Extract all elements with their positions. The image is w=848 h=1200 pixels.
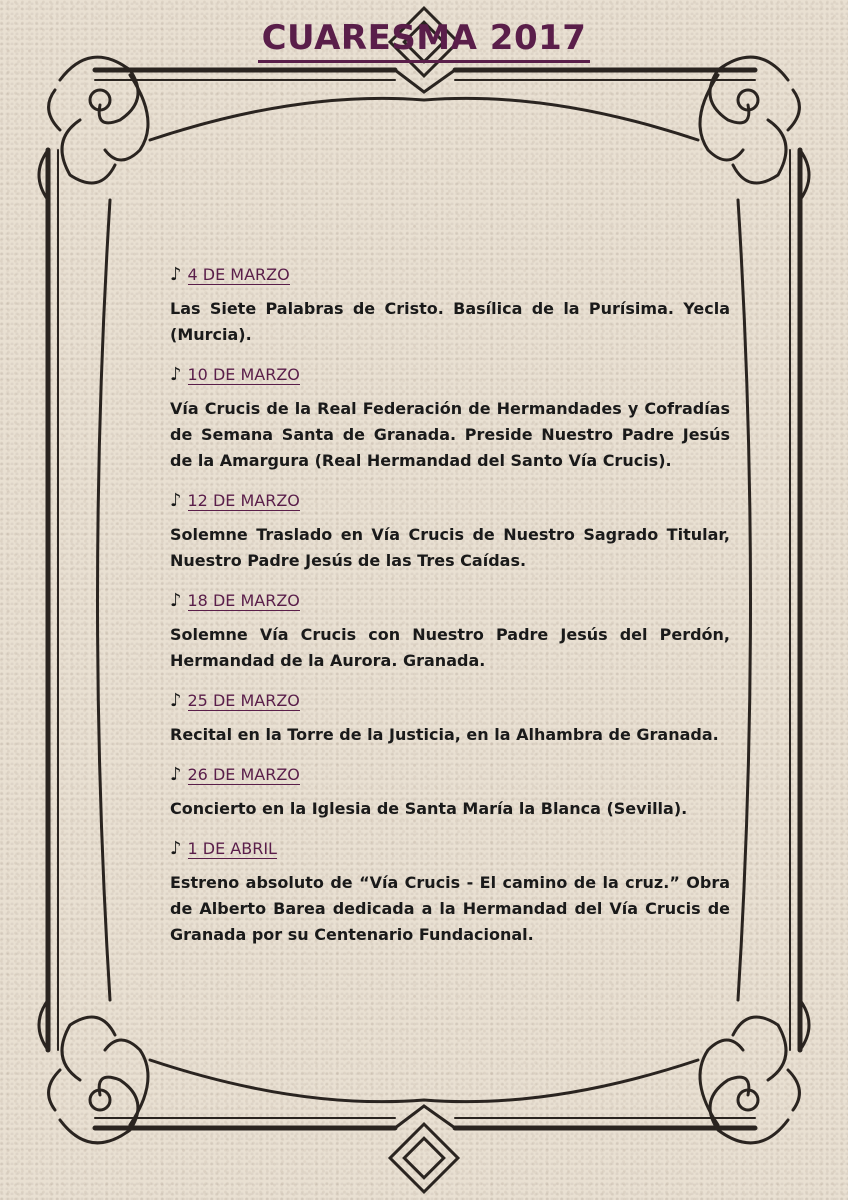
musical-note-icon: ♪ bbox=[170, 364, 182, 385]
list-item bbox=[170, 488, 730, 574]
musical-note-icon: ♪ bbox=[170, 590, 182, 611]
event-description: Vía Crucis de la Real Federación de Hermandades y Cofradías de Semana Santa de Granada. Preside Nuestro Padre Jesús de la Amargura (Real Hermandad del Santo Vía Crucis). bbox=[170, 399, 730, 470]
list-item bbox=[170, 588, 730, 674]
event-description: Solemne Vía Crucis con Nuestro Padre Jesús del Perdón, Hermandad de la Aurora. Granada. bbox=[170, 625, 730, 670]
musical-note-icon: ♪ bbox=[170, 838, 182, 859]
event-description: Solemne Traslado en Vía Crucis de Nuestro Sagrado Titular, Nuestro Padre Jesús de las Tres Caídas. bbox=[170, 525, 730, 570]
event-description: Las Siete Palabras de Cristo. Basílica de la Purísima. Yecla (Murcia). bbox=[170, 299, 730, 344]
musical-note-icon: ♪ bbox=[170, 764, 182, 785]
musical-note-icon: ♪ bbox=[170, 490, 182, 511]
musical-note-icon: ♪ bbox=[170, 690, 182, 711]
list-item bbox=[170, 688, 730, 748]
event-date: 1 DE ABRIL bbox=[187, 839, 277, 858]
event-date: 4 DE MARZO bbox=[187, 265, 290, 284]
event-date: 10 DE MARZO bbox=[187, 365, 300, 384]
event-date: 18 DE MARZO bbox=[187, 591, 300, 610]
event-description: Concierto en la Iglesia de Santa María la Blanca (Sevilla). bbox=[170, 799, 688, 818]
event-date: 12 DE MARZO bbox=[187, 491, 300, 510]
event-description: Estreno absoluto de “Vía Crucis - El camino de la cruz.” Obra de Alberto Barea dedicada a la Hermandad del Vía Crucis de Granada por su Centenario Fundacional. bbox=[170, 873, 730, 944]
list-item bbox=[170, 262, 730, 348]
event-list bbox=[170, 262, 730, 962]
list-item bbox=[170, 762, 730, 822]
event-description: Recital en la Torre de la Justicia, en la Alhambra de Granada. bbox=[170, 725, 719, 744]
list-item bbox=[170, 362, 730, 474]
event-date: 25 DE MARZO bbox=[187, 691, 300, 710]
list-item bbox=[170, 836, 730, 948]
musical-note-icon: ♪ bbox=[170, 264, 182, 285]
event-date: 26 DE MARZO bbox=[187, 765, 300, 784]
page-title-text: CUARESMA 2017 bbox=[258, 18, 591, 63]
page-title bbox=[0, 18, 848, 58]
